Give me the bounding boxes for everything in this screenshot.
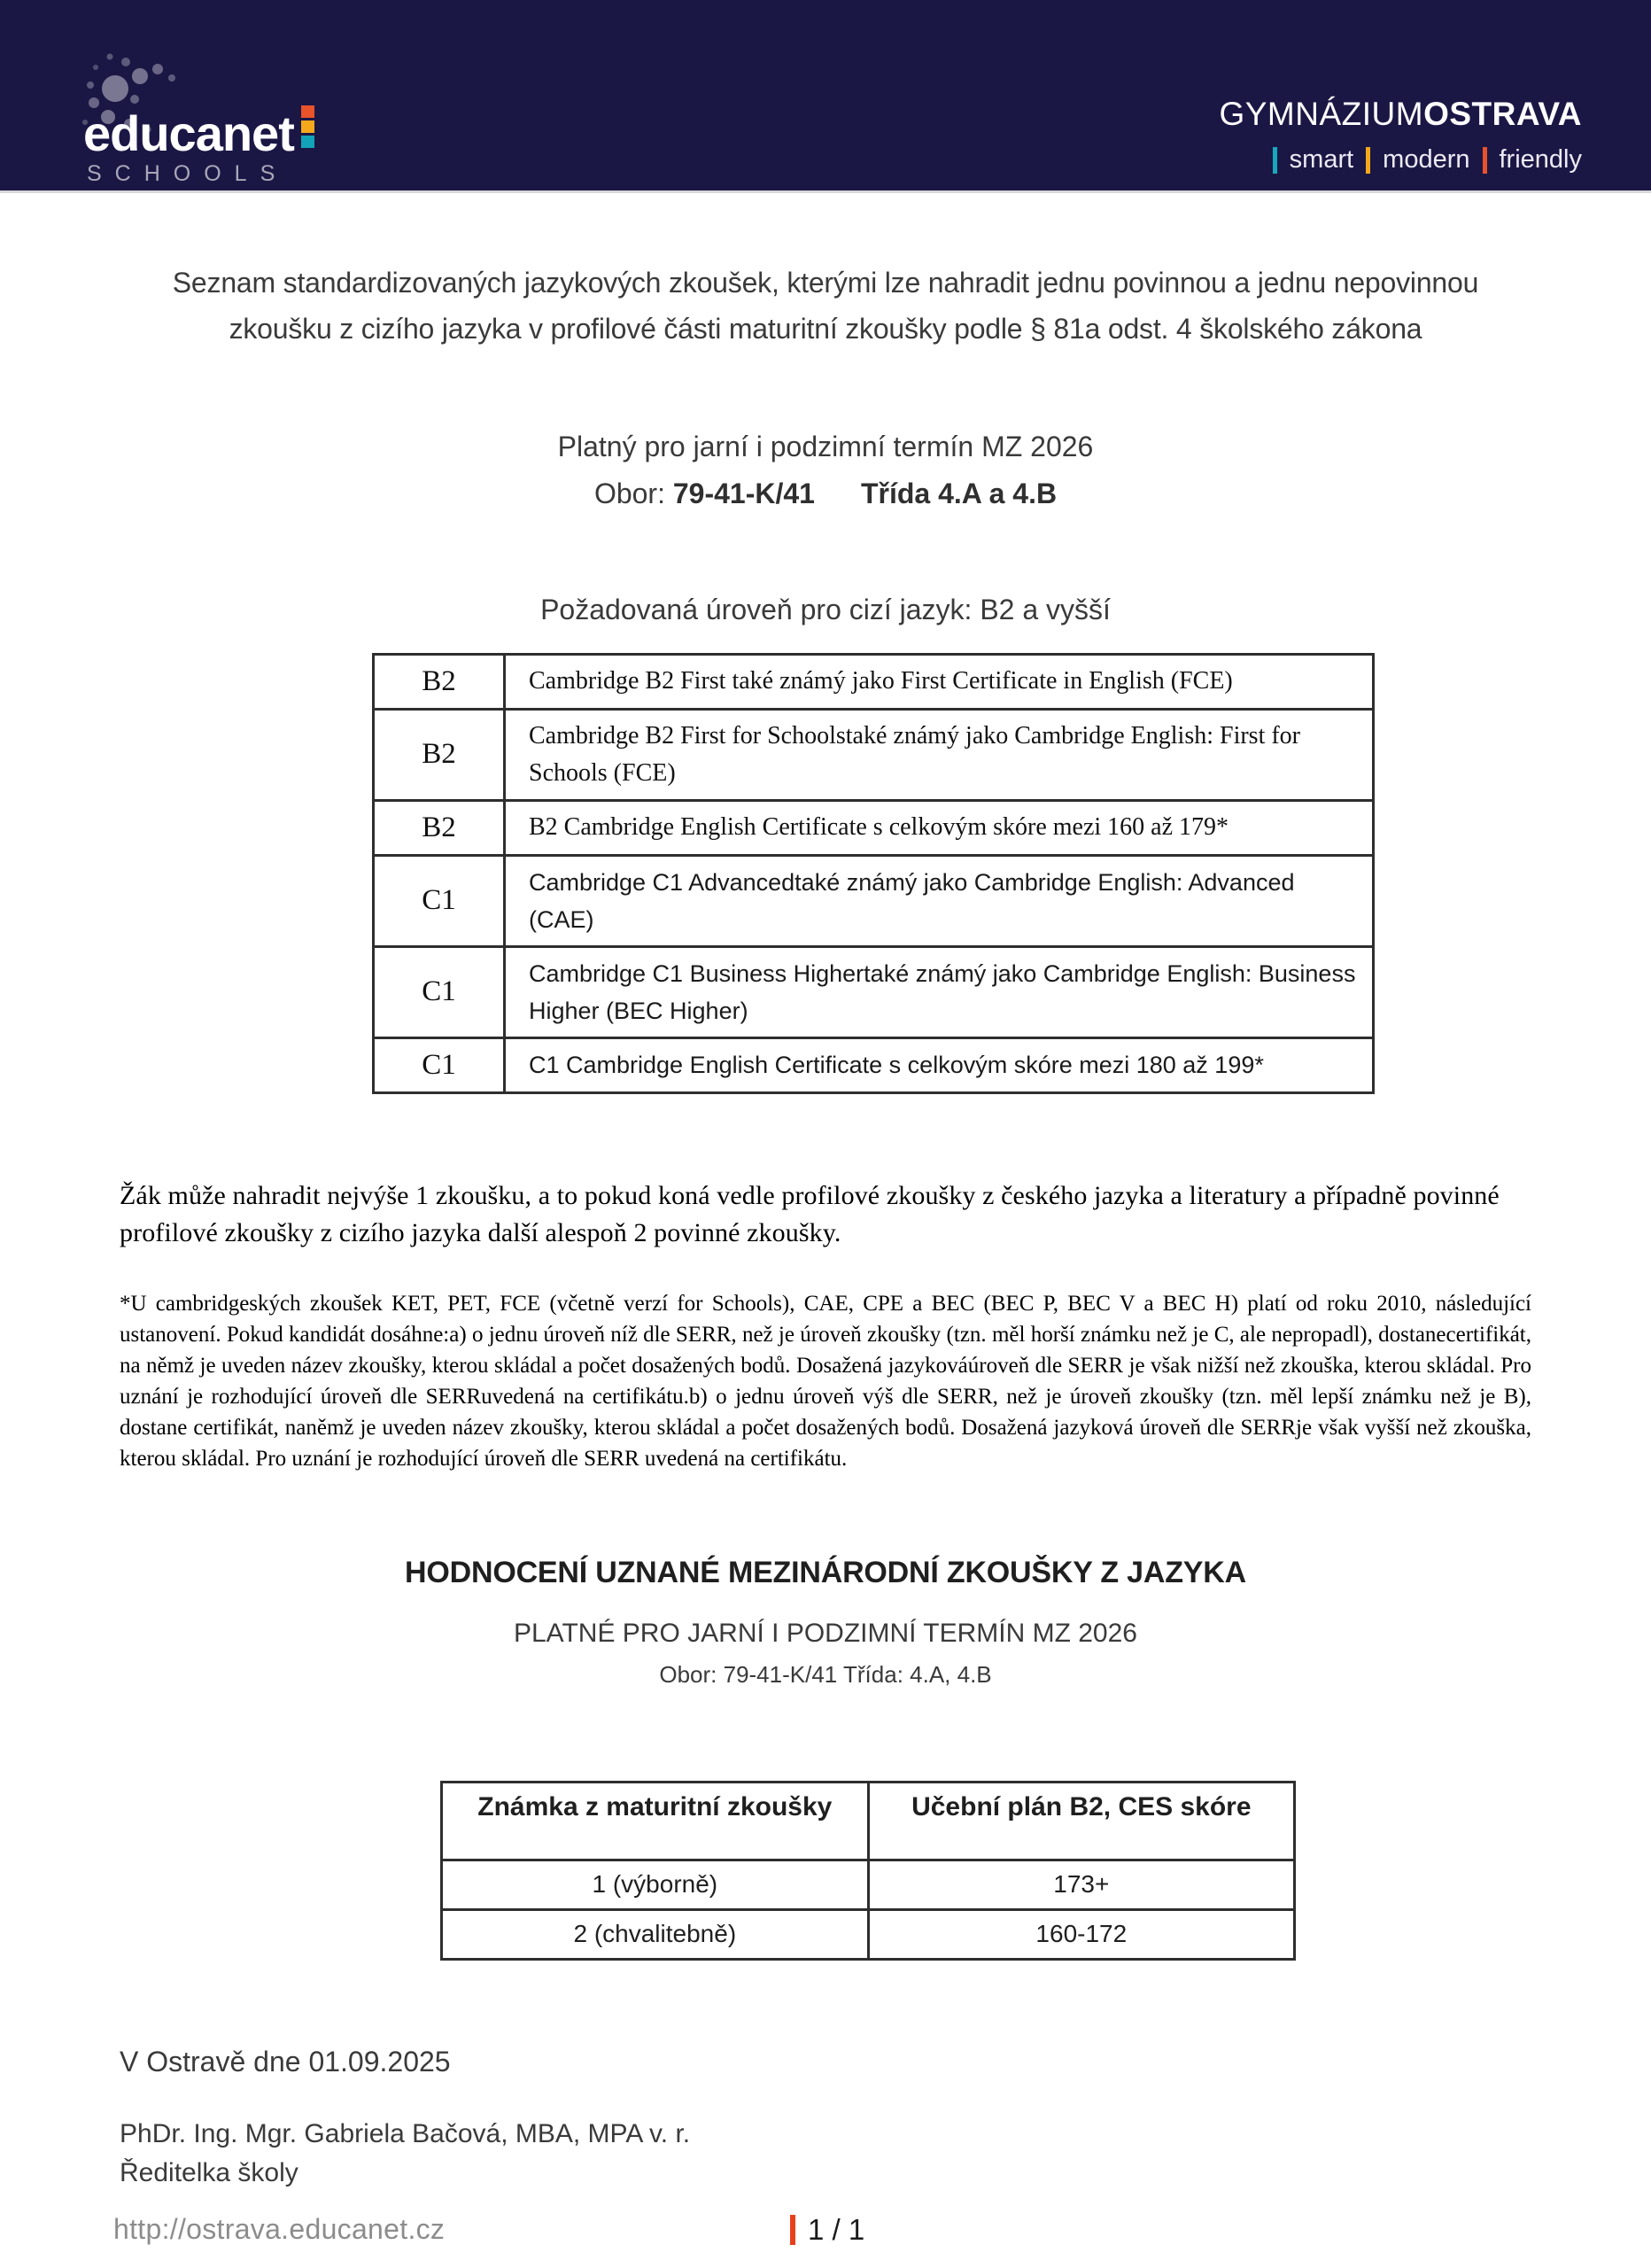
tagline-separator-teal (1273, 147, 1277, 174)
exam-desc-cell: Cambridge C1 Business Highertaké známý jako Cambridge English: Business Higher (BEC Higher) (505, 946, 1374, 1037)
signatory-role: Ředitelka školy (120, 2157, 298, 2187)
exam-desc-cell: C1 Cambridge English Certificate s celkovým skóre mezi 180 až 199* (505, 1037, 1374, 1092)
page-footer (0, 2213, 1651, 2252)
tagline-friendly: friendly (1499, 145, 1582, 174)
grade-cell: 2 (chvalitebně) (442, 1909, 869, 1959)
table-header-row (442, 1782, 1295, 1860)
document-content (0, 260, 1651, 2188)
table-row (374, 1037, 1374, 1092)
table-row (442, 1860, 1295, 1909)
exam-level-cell: C1 (374, 855, 505, 946)
table-row (374, 946, 1374, 1037)
table-row (374, 709, 1374, 800)
tagline-smart: smart (1289, 145, 1354, 174)
educanet-wordmark (83, 105, 314, 162)
page-indicator (790, 2213, 864, 2247)
validity-line: Platný pro jarní i podzimní termín MZ 2026 (557, 430, 1094, 462)
required-level-line: Požadovaná úroveň pro cizí jazyk: B2 a vyšší (540, 593, 1111, 625)
brand-tagline (1219, 145, 1582, 175)
gymnazium-ostrava-brand (1219, 96, 1582, 175)
field-class-line (120, 478, 1531, 510)
replacement-rule-paragraph: Žák může nahradit nejvýše 1 zkoušku, a to pokud koná vedle profilové zkoušky z českého jazyka a literatury a případně povinné profilové zkoušky z cizího jazyka další alespoň 2 povinné zkoušky. (120, 1180, 1500, 1248)
educanet-wordmark-text: educanet (83, 105, 294, 161)
page-number: 1 / 1 (808, 2213, 865, 2246)
table-row (374, 654, 1374, 709)
obor-code: 79-41-K/41 (672, 477, 815, 509)
signatory-name: PhDr. Ing. Mgr. Gabriela Bačová, MBA, MPA v. r. (120, 2118, 691, 2148)
table-row (442, 1909, 1295, 1959)
section2-heading: HODNOCENÍ UZNANÉ MEZINÁRODNÍ ZKOUŠKY Z JAZYKA (405, 1555, 1246, 1589)
grade-header-cell: Známka z maturitní zkoušky (442, 1782, 869, 1860)
colon-square-amber (301, 120, 314, 133)
tagline-separator-amber (1366, 147, 1370, 174)
brand-gymnazium: GYMNÁZIUM (1219, 96, 1424, 132)
educanet-colon-dots-icon (301, 105, 314, 151)
score-cell: 160-172 (868, 1909, 1294, 1959)
document-title: Seznam standardizovaných jazykových zkoušek, kterými lze nahradit jednu povinnou a jednu nepovinnou zkoušku z cizího jazyka v profilové části maturitní zkoušky podle § 81a odst. 4 školského zákona (172, 267, 1479, 345)
exam-desc-cell: Cambridge C1 Advancedtaké známý jako Cambridge English: Advanced (CAE) (505, 855, 1374, 946)
obor-label: Obor: (593, 477, 673, 509)
colon-square-teal (301, 136, 314, 148)
exam-desc-cell: Cambridge B2 First for Schoolstaké známý jako Cambridge English: First for Schools (FCE) (505, 709, 1374, 800)
section2-field-class-line: Obor: 79-41-K/41 Třída: 4.A, 4.B (659, 1660, 992, 1688)
section2-validity-line: PLATNÉ PRO JARNÍ I PODZIMNÍ TERMÍN MZ 2026 (513, 1618, 1137, 1648)
exam-desc-cell: B2 Cambridge English Certificate s celkovým skóre mezi 160 až 179* (505, 800, 1374, 855)
tagline-separator-red (1483, 147, 1487, 174)
trida-label: Třída 4.A a 4.B (860, 477, 1058, 509)
page-indicator-bar (790, 2215, 795, 2245)
gymnazium-ostrava-title (1219, 96, 1582, 133)
grade-cell: 1 (výborně) (442, 1860, 869, 1909)
exam-level-cell: C1 (374, 1037, 505, 1092)
school-url: http://ostrava.educanet.cz (113, 2213, 446, 2245)
exam-equivalence-table (372, 653, 1375, 1094)
brand-ostrava: OSTRAVA (1423, 96, 1582, 132)
exam-level-cell: B2 (374, 709, 505, 800)
score-header-cell: Učební plán B2, CES skóre (868, 1782, 1294, 1860)
exam-desc-cell: Cambridge B2 First také známý jako First Certificate in English (FCE) (505, 654, 1374, 709)
table-row (374, 855, 1374, 946)
cambridge-footnote: *U cambridgeských zkoušek KET, PET, FCE (včetně verzí for Schools), CAE, CPE a BEC (BEC P, BEC V a BEC H) platí od roku 2010, následující ustanovení. Pokud kandidát dosáhne:a) o jednu úroveň níž dle SERR, než je úroveň zkoušky (tzn. měl horší známku než je C, ale nepropadl), dostanecertifikát, na němž je uveden název zkoušky, kterou skládal a počet dosažených bodů. Dosažená jazykováúroveň dle SERR je však nižší než zkouška, kterou skládal. Pro uznání je rozhodující úroveň dle SERRuvedená na certifikátu.b) o jednu úroveň výš dle SERR, než je úroveň zkoušky (tzn. měl lepší známku než je B), dostane certifikát, naněmž je uveden název zkoušky, kterou skládal a počet dosažených bodů. Dosažená jazyková úroveň dle SERRje však vyšší než zkouška, kterou skládal. Pro uznání je rozhodující úroveň dle SERR uvedená na certifikátu. (120, 1291, 1531, 1471)
table-row (374, 800, 1374, 855)
score-cell: 173+ (868, 1860, 1294, 1909)
educanet-schools-label: SCHOOLS (87, 161, 289, 186)
exam-level-cell: C1 (374, 946, 505, 1037)
header-band (0, 0, 1651, 193)
grade-score-table (440, 1781, 1296, 1961)
place-date-line: V Ostravě dne 01.09.2025 (120, 2045, 451, 2078)
exam-level-cell: B2 (374, 800, 505, 855)
colon-square-red (301, 105, 314, 118)
tagline-modern: modern (1383, 145, 1470, 174)
exam-level-cell: B2 (374, 654, 505, 709)
